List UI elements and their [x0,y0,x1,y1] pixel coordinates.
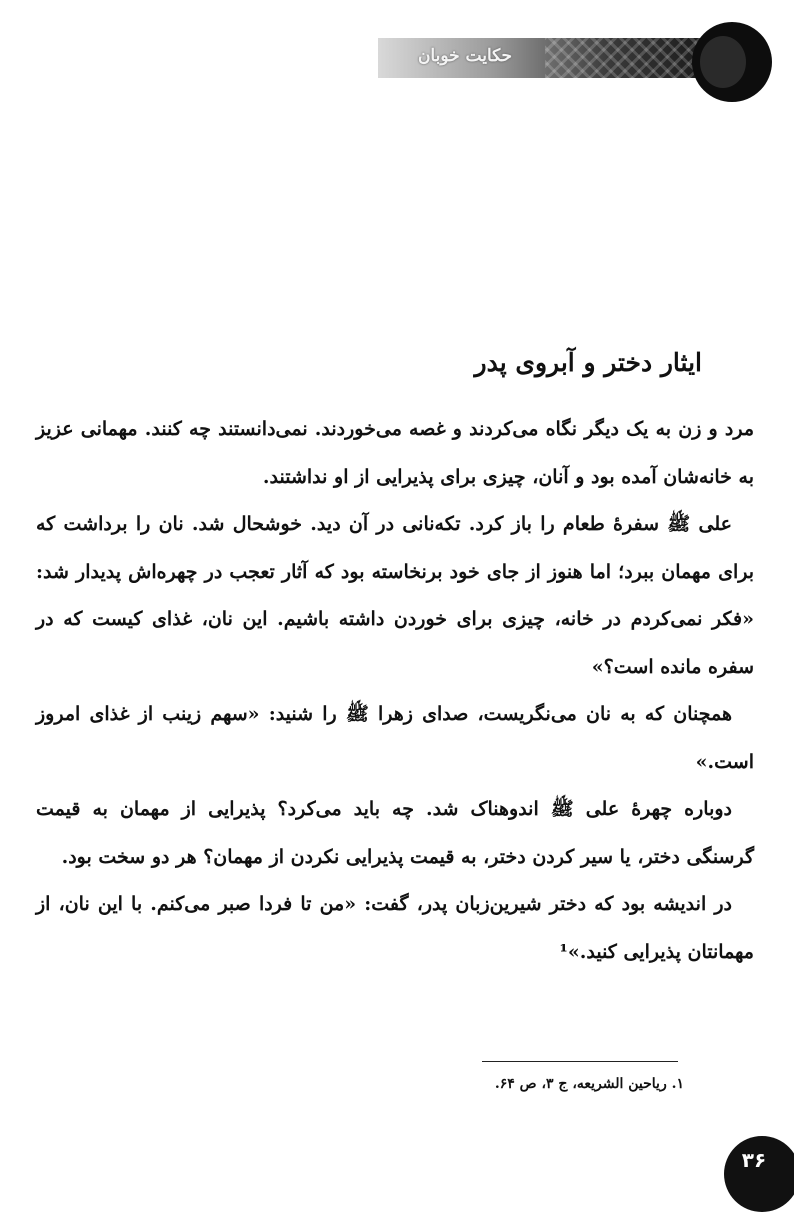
footnote-divider [482,1061,678,1062]
paragraph-3: همچنان که به نان می‌نگریست، صدای زهرا ﷺ را شنید: «سهم زینب از غذای امروز است.» [36,703,754,773]
paragraph-5: در اندیشه بود که دختر شیرین‌زبان پدر، گفت: «من تا فردا صبر می‌کنم. با این نان، از مهمانتان پذیرایی کنید.»¹ [36,893,754,963]
page-number: ۳۶ [741,1148,767,1172]
header-pattern [545,38,705,78]
footnote: ۱. ریاحین الشریعه، ج ۳، ص ۶۴. [494,1076,684,1092]
paragraph-2: علی ﷺ سفرهٔ طعام را باز کرد. تکه‌نانی در آن دید. خوشحال شد. نان را برداشت که برای مهمان ببرد؛ اما هنوز از جای خود برنخاسته بود که آثار تعجب در چهره‌اش پدیدار شد: «فکر نمی‌کردم در خانه، چیزی برای خوردن داشته باشیم. این نان، غذای کیست که در سفره مانده است؟» [36,513,754,678]
paragraph-1: مرد و زن به یک دیگر نگاه می‌کردند و غصه می‌خوردند. نمی‌دانستند چه کنند. مهمانی عزیز به خانه‌شان آمده بود و آنان، چیزی برای پذیرایی از او نداشتند. [36,418,754,488]
paragraph-4: دوباره چهرهٔ علی ﷺ اندوهناک شد. چه باید می‌کرد؟ پذیرایی از مهمان به قیمت گرسنگی دختر، یا سیر کردن دختر، به قیمت پذیرایی نکردن از مهمان؟ هر دو سخت بود. [36,798,754,868]
ornament-circle-inner [700,36,746,88]
page-title: ایثار دختر و آبروی پدر [474,348,702,377]
body-text [36,406,754,976]
running-header-title: حکایت خوبان [417,46,513,66]
